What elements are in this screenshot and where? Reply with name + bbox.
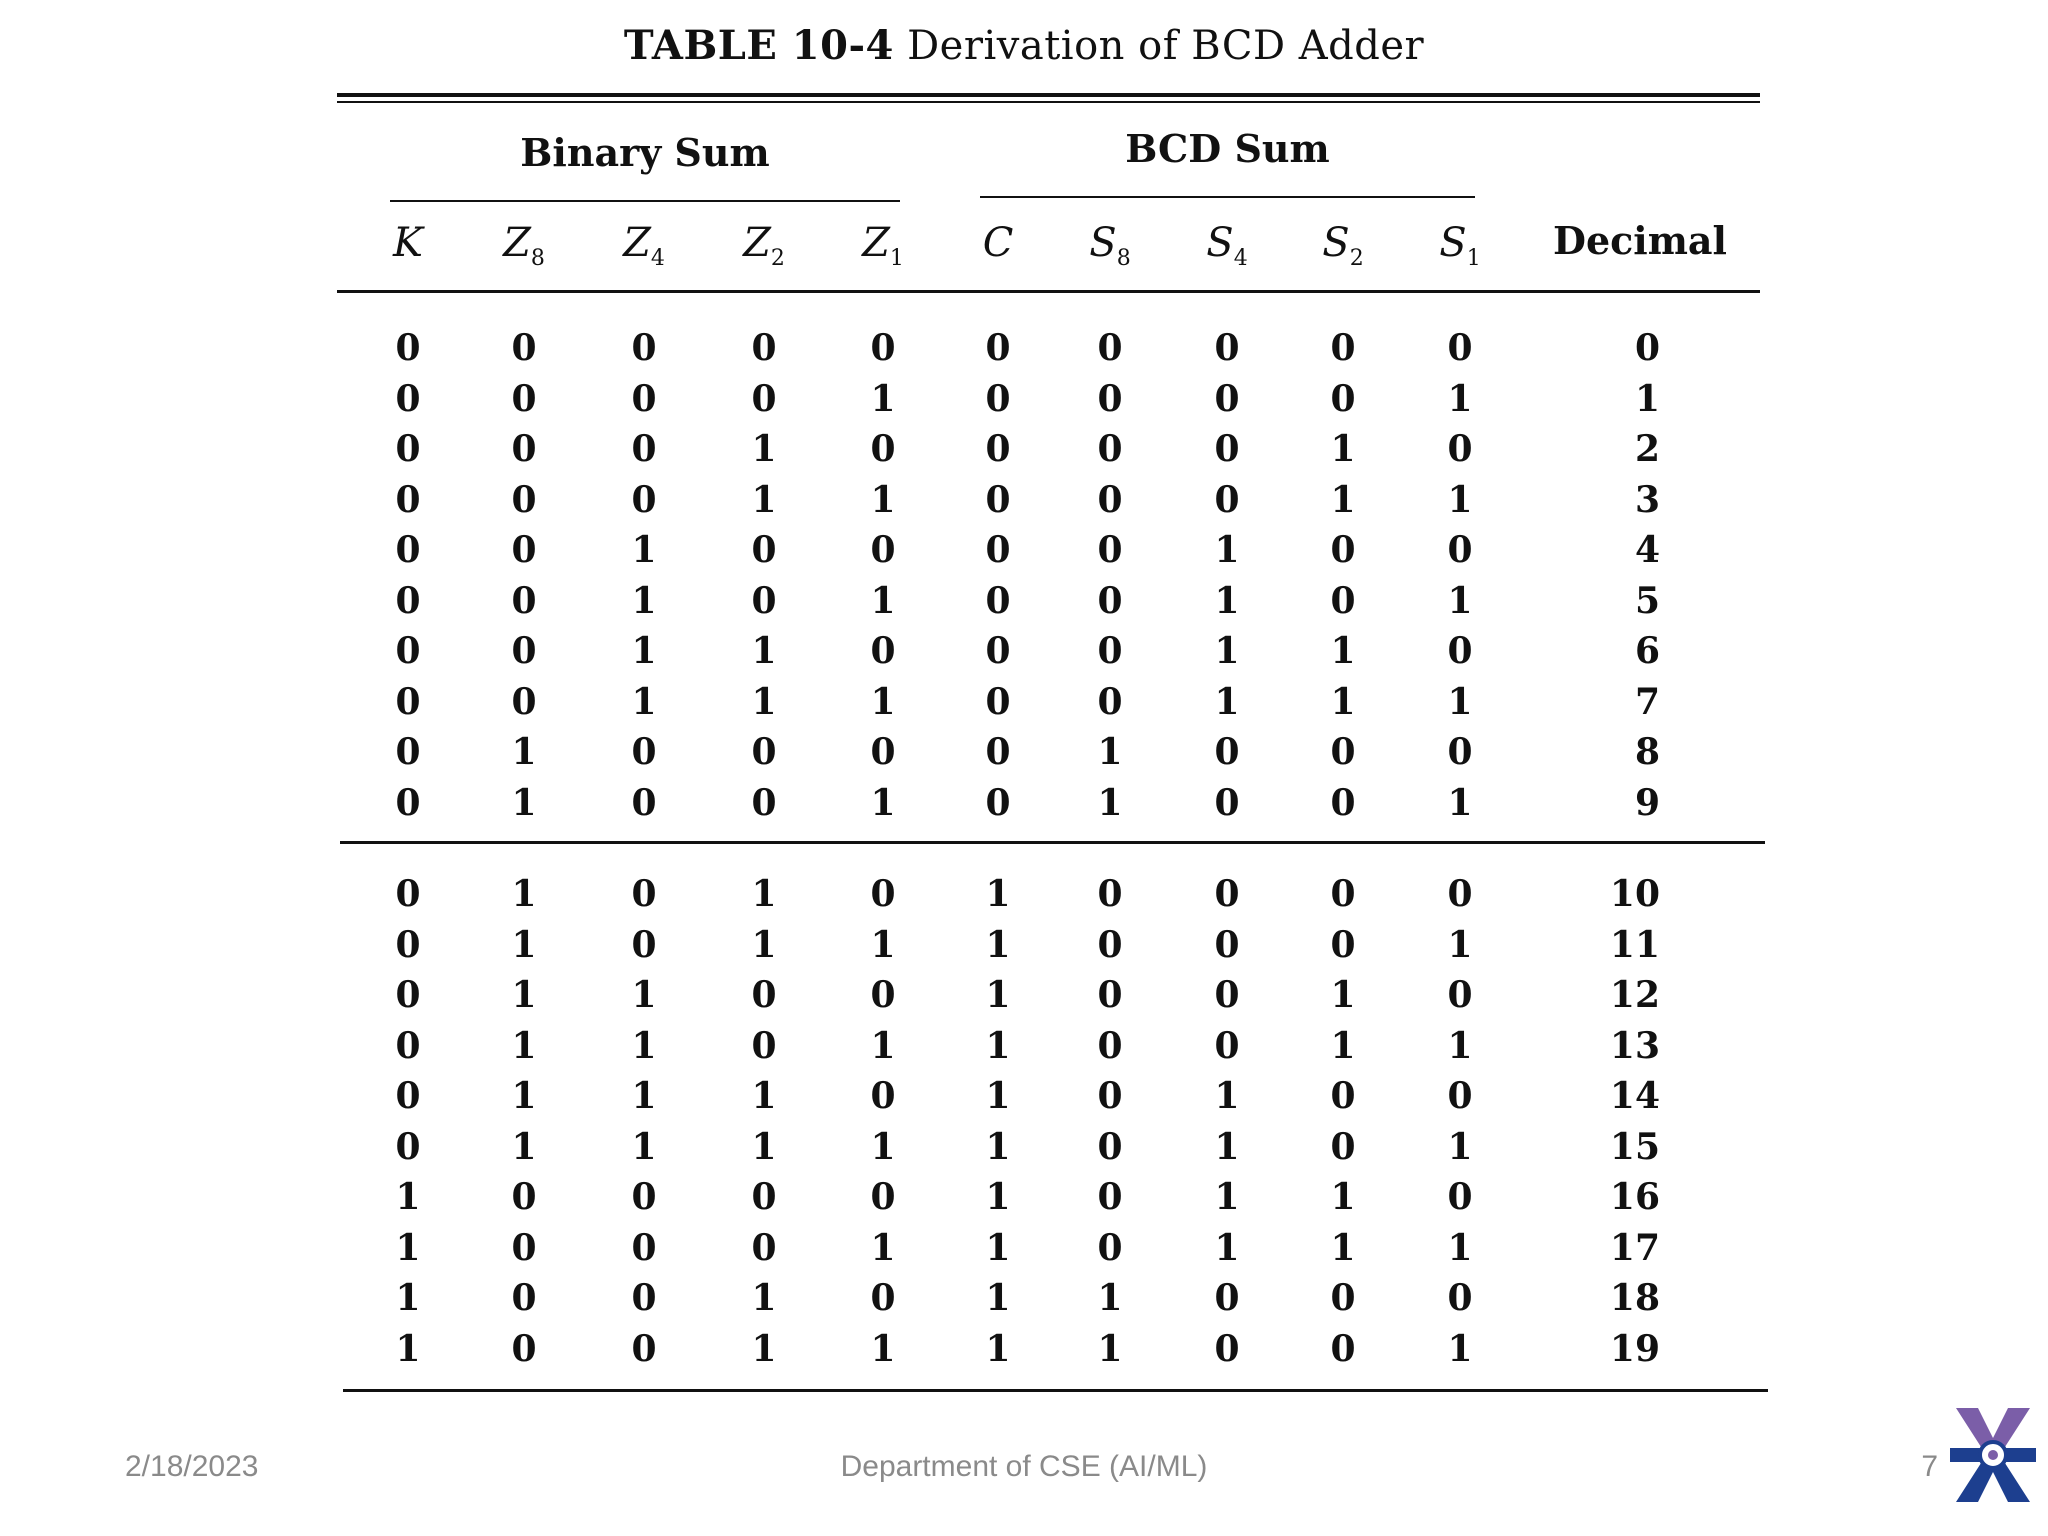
table-cell: 0	[1447, 1176, 1473, 1218]
table-cell: 0	[985, 579, 1011, 622]
table-cell: 1	[1330, 974, 1356, 1016]
table-cell: 0	[985, 529, 1011, 571]
table-cell: 0	[511, 579, 537, 622]
table-cell: 0	[395, 731, 421, 773]
table-cell: 0	[511, 327, 537, 369]
table-cell: 0	[1447, 731, 1473, 773]
column-header-s2	[1303, 220, 1383, 271]
table-cell: 0	[985, 327, 1011, 369]
table-cell: 0	[1214, 731, 1240, 773]
table-cell: 0	[395, 630, 421, 672]
table-cell: 1	[395, 1176, 421, 1218]
table-cell: 1	[511, 1075, 537, 1117]
institution-logo	[1948, 1400, 2038, 1510]
table-cell: 0	[511, 478, 537, 521]
table-cell: 1	[751, 1327, 777, 1370]
table-cell: 0	[1097, 1125, 1123, 1168]
table-cell: 0	[511, 428, 537, 470]
table-cell-decimal: 6	[1634, 630, 1660, 672]
table-cell: 1	[870, 923, 896, 966]
table-cell: 1	[1447, 680, 1473, 723]
table-cell: 1	[985, 1327, 1011, 1370]
table-cell: 0	[1097, 327, 1123, 369]
table-cell: 1	[1214, 579, 1240, 622]
logo-icon	[1950, 1408, 2036, 1502]
column-header-symbol: S	[1206, 220, 1234, 266]
table-cell: 0	[870, 529, 896, 571]
table-cell: 1	[751, 428, 777, 470]
table-cell: 0	[631, 1277, 657, 1319]
column-header-symbol: Z	[503, 220, 531, 266]
table-cell: 1	[1330, 478, 1356, 521]
table-cell: 1	[1214, 1176, 1240, 1218]
table-cell: 0	[1214, 781, 1240, 824]
table-cell: 0	[1447, 428, 1473, 470]
table-cell: 0	[631, 478, 657, 521]
column-header-subscript: 4	[1233, 246, 1248, 271]
table-cell: 0	[1447, 327, 1473, 369]
table-cell: 0	[870, 731, 896, 773]
table-cell: 1	[985, 1075, 1011, 1117]
table-cell: 1	[870, 1226, 896, 1269]
table-cell-decimal: 19	[1609, 1327, 1660, 1370]
table-cell: 0	[631, 873, 657, 915]
table-cell: 1	[985, 1277, 1011, 1319]
column-header-s1	[1420, 220, 1500, 271]
table-cell: 0	[395, 923, 421, 966]
table-cell: 1	[985, 1125, 1011, 1168]
table-cell: 0	[1214, 1024, 1240, 1067]
table-cell: 1	[631, 680, 657, 723]
table-cell: 1	[1330, 428, 1356, 470]
table-cell: 1	[1214, 680, 1240, 723]
bcd-sum-underline	[980, 196, 1475, 198]
table-cell: 0	[751, 781, 777, 824]
table-cell: 0	[1447, 529, 1473, 571]
column-header-z4	[604, 220, 684, 271]
table-title	[0, 22, 2048, 69]
mid-rule	[340, 841, 1765, 844]
column-header-symbol: C	[982, 220, 1014, 266]
table-cell: 0	[631, 327, 657, 369]
table-caption: Derivation of BCD Adder	[907, 23, 1425, 69]
table-cell: 0	[1330, 923, 1356, 966]
table-cell: 0	[395, 873, 421, 915]
table-cell: 1	[1214, 630, 1240, 672]
column-header-symbol: Z	[862, 220, 890, 266]
table-cell: 0	[631, 923, 657, 966]
table-cell: 0	[1214, 327, 1240, 369]
table-cell: 1	[1447, 1125, 1473, 1168]
table-cell: 1	[870, 781, 896, 824]
table-cell: 1	[751, 1125, 777, 1168]
table-cell: 1	[870, 478, 896, 521]
table-cell: 1	[985, 923, 1011, 966]
table-cell: 1	[1097, 1327, 1123, 1370]
table-cell: 0	[395, 579, 421, 622]
column-header-symbol: S	[1439, 220, 1467, 266]
footer-date: 2/18/2023	[125, 1450, 259, 1483]
table-cell: 0	[511, 630, 537, 672]
table-cell: 1	[870, 1327, 896, 1370]
table-cell: 1	[511, 974, 537, 1016]
table-cell-decimal: 0	[1634, 327, 1660, 369]
table-cell-decimal: 9	[1634, 781, 1660, 824]
table-cell: 0	[1097, 478, 1123, 521]
table-cell: 0	[395, 1024, 421, 1067]
column-header-z1	[843, 220, 923, 271]
table-cell: 0	[631, 1176, 657, 1218]
table-cell: 0	[1330, 327, 1356, 369]
table-cell: 0	[1330, 873, 1356, 915]
table-cell: 1	[511, 781, 537, 824]
table-cell-decimal: 12	[1609, 974, 1660, 1016]
table-cell: 0	[1214, 923, 1240, 966]
table-cell: 0	[1330, 781, 1356, 824]
table-cell: 1	[511, 873, 537, 915]
table-cell: 0	[751, 529, 777, 571]
table-cell: 0	[395, 680, 421, 723]
column-header-z8	[484, 220, 564, 271]
table-cell: 0	[395, 974, 421, 1016]
table-cell: 1	[1447, 1226, 1473, 1269]
column-header-k	[368, 220, 448, 266]
table-cell: 1	[985, 873, 1011, 915]
column-header-s4	[1187, 220, 1267, 271]
table-cell: 1	[751, 478, 777, 521]
table-cell: 0	[870, 428, 896, 470]
table-cell: 1	[751, 630, 777, 672]
table-cell: 0	[1097, 873, 1123, 915]
bottom-rule	[343, 1389, 1768, 1392]
table-cell: 1	[870, 1125, 896, 1168]
column-header-symbol: K	[393, 220, 423, 266]
table-cell: 1	[631, 579, 657, 622]
table-cell: 0	[751, 731, 777, 773]
column-header-subscript: 2	[1349, 246, 1364, 271]
table-cell: 0	[870, 1176, 896, 1218]
table-cell-decimal: 7	[1634, 680, 1660, 723]
table-cell: 0	[751, 327, 777, 369]
table-cell: 1	[985, 1226, 1011, 1269]
table-cell: 0	[1097, 377, 1123, 420]
table-cell: 1	[985, 974, 1011, 1016]
table-cell: 0	[631, 1226, 657, 1269]
table-number: TABLE 10-4	[623, 22, 894, 69]
table-cell: 0	[1330, 529, 1356, 571]
table-cell: 0	[1447, 1075, 1473, 1117]
table-cell: 1	[1447, 579, 1473, 622]
column-header-subscript: 8	[1116, 246, 1131, 271]
column-header-symbol: S	[1089, 220, 1117, 266]
column-header-subscript: 1	[889, 246, 904, 271]
table-cell-decimal: 16	[1609, 1176, 1660, 1218]
column-header-c	[958, 220, 1038, 266]
table-cell: 0	[395, 478, 421, 521]
column-header-z2	[724, 220, 804, 271]
table-cell: 0	[1097, 974, 1123, 1016]
table-cell-decimal: 3	[1634, 478, 1660, 521]
table-cell: 1	[1330, 1226, 1356, 1269]
table-cell: 1	[631, 974, 657, 1016]
table-cell: 0	[1214, 974, 1240, 1016]
table-cell: 0	[751, 974, 777, 1016]
table-cell: 0	[985, 630, 1011, 672]
table-cell: 0	[511, 377, 537, 420]
table-cell: 1	[511, 731, 537, 773]
table-cell: 1	[511, 1125, 537, 1168]
table-cell: 0	[395, 327, 421, 369]
table-cell: 1	[870, 377, 896, 420]
table-cell: 1	[751, 1277, 777, 1319]
table-cell: 1	[1447, 923, 1473, 966]
table-cell: 0	[511, 1176, 537, 1218]
column-header-subscript: 2	[770, 246, 785, 271]
binary-sum-header: Binary Sum	[520, 130, 770, 175]
table-cell: 0	[1447, 630, 1473, 672]
table-cell: 0	[870, 974, 896, 1016]
table-cell: 1	[870, 579, 896, 622]
column-header-subscript: 4	[650, 246, 665, 271]
table-cell: 0	[395, 1125, 421, 1168]
table-cell: 0	[631, 377, 657, 420]
table-cell: 0	[1214, 1277, 1240, 1319]
table-cell: 0	[751, 1226, 777, 1269]
table-cell-decimal: 2	[1634, 428, 1660, 470]
table-cell-decimal: 8	[1634, 731, 1660, 773]
top-rule-thin	[337, 101, 1760, 103]
table-cell: 0	[395, 377, 421, 420]
table-cell: 1	[751, 873, 777, 915]
table-cell: 0	[1097, 529, 1123, 571]
table-cell: 1	[1214, 1226, 1240, 1269]
table-cell: 1	[1447, 377, 1473, 420]
table-cell: 1	[985, 1024, 1011, 1067]
table-cell: 0	[395, 1075, 421, 1117]
top-rule	[337, 93, 1760, 97]
table-cell: 1	[870, 1024, 896, 1067]
table-cell: 0	[985, 781, 1011, 824]
table-cell: 0	[870, 873, 896, 915]
column-header-subscript: 1	[1466, 246, 1481, 271]
table-cell: 0	[511, 680, 537, 723]
table-cell: 0	[631, 428, 657, 470]
table-cell-decimal: 4	[1634, 529, 1660, 571]
table-cell-decimal: 11	[1609, 923, 1660, 966]
table-cell: 0	[1097, 428, 1123, 470]
table-cell: 1	[1097, 731, 1123, 773]
table-cell: 0	[395, 781, 421, 824]
table-cell: 1	[985, 1176, 1011, 1218]
table-cell-decimal: 10	[1609, 873, 1660, 915]
table-cell: 1	[1214, 1075, 1240, 1117]
table-cell: 0	[985, 478, 1011, 521]
table-cell: 1	[1214, 1125, 1240, 1168]
table-cell-decimal: 13	[1609, 1024, 1660, 1067]
table-cell: 1	[1330, 630, 1356, 672]
table-cell: 0	[1330, 1125, 1356, 1168]
table-cell: 0	[985, 377, 1011, 420]
table-cell: 0	[751, 1176, 777, 1218]
table-cell: 0	[1097, 579, 1123, 622]
table-cell: 0	[751, 1024, 777, 1067]
table-cell: 1	[631, 529, 657, 571]
bcd-sum-header: BCD Sum	[1125, 126, 1330, 171]
table-cell: 0	[1214, 428, 1240, 470]
footer-page-number: 7	[1921, 1450, 1938, 1483]
table-cell: 1	[395, 1327, 421, 1370]
table-cell: 0	[1214, 1327, 1240, 1370]
table-cell: 0	[1330, 1327, 1356, 1370]
column-header-subscript: 8	[530, 246, 545, 271]
table-cell: 1	[870, 680, 896, 723]
table-cell: 1	[1330, 1176, 1356, 1218]
table-cell: 0	[1330, 731, 1356, 773]
table-cell: 0	[395, 428, 421, 470]
table-cell: 0	[1214, 377, 1240, 420]
column-header-decimal: Decimal	[1553, 218, 1727, 263]
table-cell: 0	[1214, 873, 1240, 915]
table-cell: 0	[1097, 1075, 1123, 1117]
column-header-symbol: Z	[743, 220, 771, 266]
table-cell: 1	[1447, 1024, 1473, 1067]
table-cell-decimal: 18	[1609, 1277, 1660, 1319]
table-cell: 1	[395, 1277, 421, 1319]
table-cell: 1	[631, 1125, 657, 1168]
table-cell: 1	[511, 1024, 537, 1067]
table-cell: 0	[1097, 630, 1123, 672]
table-cell: 0	[1097, 923, 1123, 966]
table-cell: 0	[1330, 579, 1356, 622]
table-cell: 0	[751, 377, 777, 420]
table-cell: 1	[631, 630, 657, 672]
table-cell: 1	[1330, 1024, 1356, 1067]
table-cell-decimal: 17	[1609, 1226, 1660, 1269]
table-cell: 0	[1214, 478, 1240, 521]
table-cell: 1	[511, 923, 537, 966]
table-cell: 1	[1097, 1277, 1123, 1319]
table-cell: 0	[511, 529, 537, 571]
column-header-symbol: S	[1322, 220, 1350, 266]
table-cell-decimal: 1	[1634, 377, 1660, 420]
table-cell-decimal: 14	[1609, 1075, 1660, 1117]
table-cell: 0	[1097, 1176, 1123, 1218]
table-cell: 0	[511, 1226, 537, 1269]
table-cell: 0	[631, 781, 657, 824]
table-cell: 0	[1447, 974, 1473, 1016]
table-cell: 0	[870, 630, 896, 672]
table-cell: 0	[870, 327, 896, 369]
table-cell: 1	[1330, 680, 1356, 723]
table-cell: 0	[985, 428, 1011, 470]
table-cell-decimal: 15	[1609, 1125, 1660, 1168]
table-cell: 1	[631, 1024, 657, 1067]
column-header-s8	[1070, 220, 1150, 271]
table-cell: 0	[1447, 873, 1473, 915]
table-cell: 0	[1097, 680, 1123, 723]
table-cell: 0	[870, 1277, 896, 1319]
table-cell: 0	[1330, 1075, 1356, 1117]
table-cell: 0	[631, 1327, 657, 1370]
table-cell: 1	[751, 680, 777, 723]
table-cell: 0	[1330, 1277, 1356, 1319]
table-cell: 0	[751, 579, 777, 622]
table-cell: 0	[985, 680, 1011, 723]
table-cell: 1	[1097, 781, 1123, 824]
table-cell: 0	[1097, 1024, 1123, 1067]
table-cell: 1	[631, 1075, 657, 1117]
table-cell: 0	[985, 731, 1011, 773]
table-cell-decimal: 5	[1634, 579, 1660, 622]
header-bottom-rule	[337, 290, 1760, 293]
column-header-symbol: Z	[623, 220, 651, 266]
table-cell: 0	[1097, 1226, 1123, 1269]
table-cell: 0	[511, 1327, 537, 1370]
footer-department: Department of CSE (AI/ML)	[840, 1450, 1208, 1483]
table-cell: 0	[395, 529, 421, 571]
table-cell: 1	[1447, 478, 1473, 521]
table-cell: 0	[511, 1277, 537, 1319]
table-cell: 1	[1447, 781, 1473, 824]
table-cell: 0	[1447, 1277, 1473, 1319]
table-cell: 1	[1214, 529, 1240, 571]
table-cell: 1	[751, 923, 777, 966]
table-cell: 0	[870, 1075, 896, 1117]
table-cell: 0	[1330, 377, 1356, 420]
table-cell: 1	[395, 1226, 421, 1269]
table-cell: 1	[751, 1075, 777, 1117]
table-cell: 0	[631, 731, 657, 773]
table-cell: 1	[1447, 1327, 1473, 1370]
binary-sum-underline	[390, 200, 900, 202]
